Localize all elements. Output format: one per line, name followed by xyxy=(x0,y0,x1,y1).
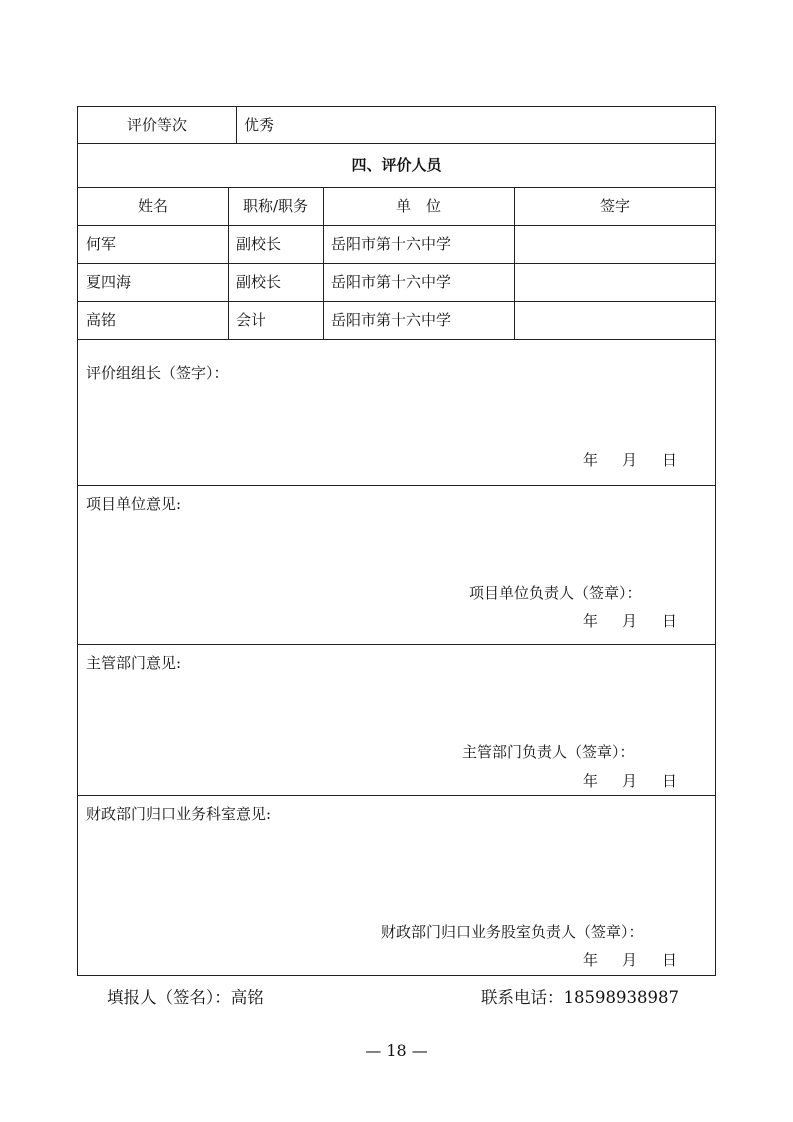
leader-date xyxy=(78,451,715,469)
table-rule xyxy=(78,485,715,486)
member-name: 何军 xyxy=(86,235,117,253)
header-title: 职称/职务 xyxy=(242,197,309,215)
project-unit-opinion-label: 项目单位意见: xyxy=(86,495,182,513)
member-unit: 岳阳市第十六中学 xyxy=(331,311,452,329)
supervisor-date xyxy=(78,772,715,790)
supervisor-signer-label: 主管部门负责人（签章）： xyxy=(462,743,635,761)
date-month: 月 xyxy=(622,612,638,630)
member-title: 副校长 xyxy=(236,235,282,253)
date-day: 日 xyxy=(662,612,678,630)
date-year: 年 xyxy=(583,951,599,969)
member-signature-field[interactable] xyxy=(514,301,716,339)
filler-line xyxy=(107,988,264,1008)
table-rule xyxy=(78,795,715,796)
header-signature: 签字 xyxy=(599,197,630,215)
phone-line xyxy=(481,988,679,1008)
section-title: 四、评价人员 xyxy=(351,156,442,174)
date-year: 年 xyxy=(583,772,599,790)
finance-signer-label: 财政部门归口业务股室负责人（签章）： xyxy=(381,923,644,941)
filler-label: 填报人（签名）： xyxy=(107,988,231,1007)
project-unit-signer-label: 项目单位负责人（签章）： xyxy=(469,584,642,602)
finance-opinion-label: 财政部门归口业务科室意见: xyxy=(86,805,272,823)
phone-number: 18598938987 xyxy=(563,988,679,1007)
member-name: 高铭 xyxy=(86,311,117,329)
date-day: 日 xyxy=(662,772,678,790)
date-month: 月 xyxy=(622,772,638,790)
rating-value: 优秀 xyxy=(244,116,275,134)
supervisor-opinion-label: 主管部门意见: xyxy=(86,654,182,672)
member-signature-field[interactable] xyxy=(514,225,716,263)
member-title: 会计 xyxy=(236,311,267,329)
date-year: 年 xyxy=(583,451,599,469)
filler-name: 高铭 xyxy=(230,988,264,1007)
project-unit-date xyxy=(78,612,715,630)
rating-label: 评价等次 xyxy=(126,116,187,134)
evaluation-form-table xyxy=(77,106,716,976)
finance-date xyxy=(78,951,715,969)
date-month: 月 xyxy=(622,451,638,469)
date-month: 月 xyxy=(622,951,638,969)
member-title: 副校长 xyxy=(236,273,282,291)
member-unit: 岳阳市第十六中学 xyxy=(331,235,452,253)
member-signature-field[interactable] xyxy=(514,263,716,301)
member-unit: 岳阳市第十六中学 xyxy=(331,273,452,291)
header-unit: 单 位 xyxy=(395,197,441,215)
table-rule xyxy=(78,644,715,645)
phone-label: 联系电话： xyxy=(481,988,564,1007)
header-name: 姓名 xyxy=(137,197,168,215)
member-name: 夏四海 xyxy=(86,273,132,291)
leader-sign-label: 评价组组长（签字）： xyxy=(86,364,229,382)
date-day: 日 xyxy=(662,451,678,469)
page-number: — 18 — xyxy=(365,1041,428,1060)
date-day: 日 xyxy=(662,951,678,969)
table-rule xyxy=(78,339,715,340)
date-year: 年 xyxy=(583,612,599,630)
